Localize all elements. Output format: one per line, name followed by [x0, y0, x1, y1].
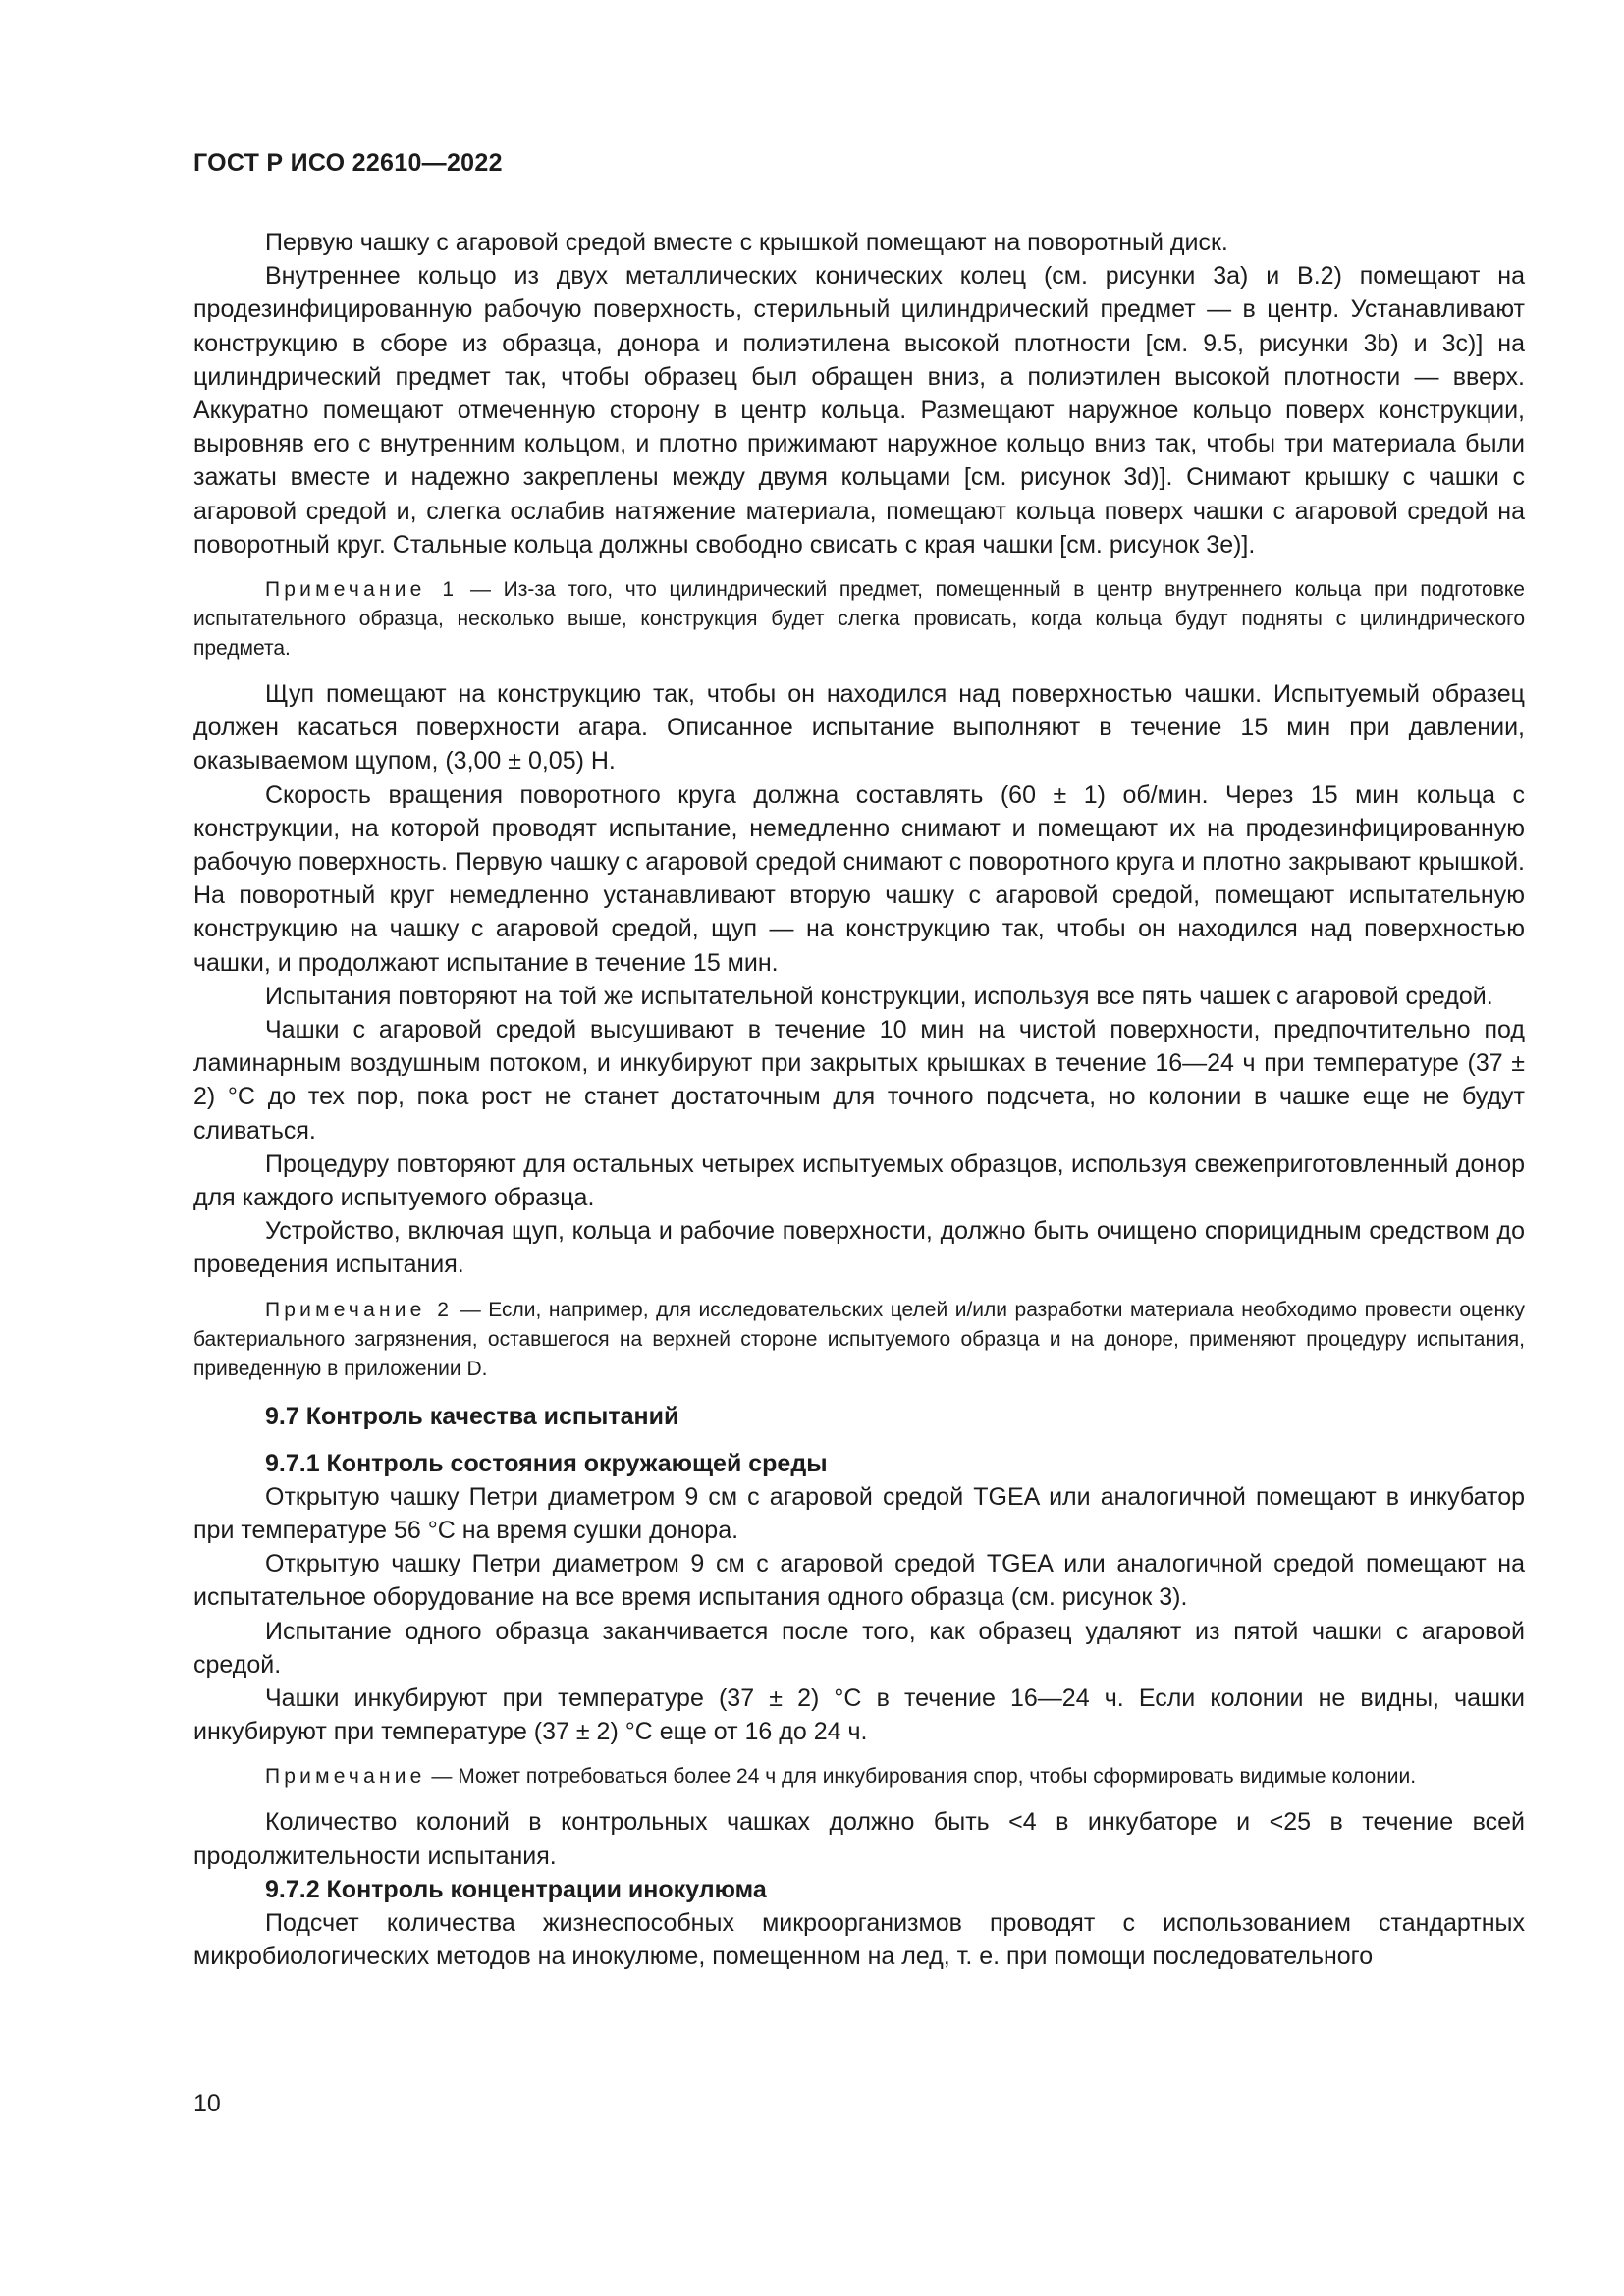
paragraph: Испытание одного образца заканчивается после того, как образец удаляют из пятой чашки с агаровой средой. [193, 1617, 1525, 1679]
note-label: Примечание 2 [265, 1298, 454, 1321]
paragraph: Щуп помещают на конструкцию так, чтобы он находился над поверхностью чашки. Испытуемый образец должен касаться поверхности агара. Описанное испытание выполняют в течение 15 мин при давлении, оказываемом щупом, (3,00 ± 0,05) Н. [193, 680, 1525, 775]
note-1 [193, 575, 1525, 664]
paragraph: Подсчет количества жизнеспособных микроорганизмов проводят с использованием стандартных микробиологических методов на инокулюме, помещенном на лед, т. е. при помощи последовательного [193, 1908, 1525, 1970]
note-text: — Из-за того, что цилиндрический предмет, помещенный в центр внутреннего кольца при подготовке испытательного образца, несколько выше, конструкция будет слегка провисать, когда кольца будут подняты с цилиндрического предмета. [193, 578, 1525, 661]
paragraph: Устройство, включая щуп, кольца и рабочие поверхности, должно быть очищено спорицидным средством до проведения испытания. [193, 1217, 1525, 1279]
document-code-header: ГОСТ Р ИСО 22610—2022 [193, 149, 503, 177]
page-number: 10 [193, 2090, 221, 2117]
note-text: — Если, например, для исследовательских целей и/или разработки материала необходимо провести оценку бактериального загрязнения, оставшегося на верхней стороне испытуемого образца и на доноре, применяют процедуру испытания, приведенную в приложении D. [193, 1298, 1526, 1380]
paragraph: Испытания повторяют на той же испытательной конструкции, используя все пять чашек с агаровой средой. [265, 982, 1493, 1010]
paragraph: Процедуру повторяют для остальных четырех испытуемых образцов, используя свежеприготовленный донор для каждого испытуемого образца. [193, 1149, 1525, 1212]
paragraph: Внутреннее кольцо из двух металлических конических колец (см. рисунки 3a) и B.2) помещают на продезинфицированную рабочую поверхность, стерильный цилиндрический предмет — в центр. Устанавливают конструкцию в сборе из образца, донора и полиэтилена высокой плотности [см. 9.5, рисунки 3b) и 3c)] на цилиндрический предмет так, чтобы образец был обращен вниз, а полиэтилен высокой плотности — вверх. Аккуратно помещают отмеченную сторону в центр кольца. Размещают наружное кольцо поверх конструкции, выровняв его с внутренним кольцом, и плотно прижимают наружное кольцо вниз так, чтобы три материала были зажаты вместе и надежно закреплены между двумя кольцами [см. рисунок 3d)]. Снимают крышку с чашки с агаровой средой и, слегка ослабив натяжение материала, помещают кольца поверх чашки с агаровой средой на поворотный круг. Стальные кольца должны свободно свисать с края чашки [см. рисунок 3e)]. [193, 262, 1525, 559]
paragraph: Первую чашку с агаровой средой вместе с крышкой помещают на поворотный диск. [265, 229, 1228, 256]
note-2 [193, 1296, 1525, 1384]
paragraph: Открытую чашку Петри диаметром 9 см с агаровой средой TGEA или аналогичной помещают в инкубатор при температуре 56 °С на время сушки донора. [193, 1482, 1525, 1544]
note-label: Примечание [265, 1765, 426, 1789]
note-label: Примечание 1 [265, 578, 459, 602]
paragraph: Количество колоний в контрольных чашках должно быть <4 в инкубаторе и <25 в течение всей продолжительности испытания. [193, 1808, 1525, 1870]
subsection-heading-9-7-2: 9.7.2 Контроль концентрации инокулюма [265, 1875, 767, 1903]
subsection-heading-9-7-1: 9.7.1 Контроль состояния окружающей среды [265, 1449, 828, 1477]
paragraph: Чашки с агаровой средой высушивают в течение 10 мин на чистой поверхности, предпочтительно под ламинарным воздушным потоком, и инкубируют при закрытых крышках в течение 16—24 ч при температуре (37 ± 2) °С до тех пор, пока рост не станет достаточным для точного подсчета, но колонии в чашке еще не будут сливаться. [193, 1016, 1525, 1145]
note-text: — Может потребоваться более 24 ч для инкубирования спор, чтобы сформировать видимые колонии. [425, 1765, 1417, 1789]
document-body [193, 226, 1525, 1973]
paragraph: Скорость вращения поворотного круга должна составлять (60 ± 1) об/мин. Через 15 мин кольца с конструкции, на которой проводят испытание, немедленно снимают и помещают их на продезинфицированную рабочую поверхность. Первую чашку с агаровой средой снимают с поворотного круга и плотно закрывают крышкой. На поворотный круг немедленно устанавливают вторую чашку с агаровой средой, помещают испытательную конструкцию на чашку с агаровой средой, щуп — на конструкцию так, чтобы он находился над поверхностью чашки, и продолжают испытание в течение 15 мин. [193, 780, 1525, 977]
section-heading-9-7: 9.7 Контроль качества испытаний [265, 1402, 679, 1430]
note-3 [193, 1762, 1525, 1791]
paragraph: Чашки инкубируют при температуре (37 ± 2) °С в течение 16—24 ч. Если колонии не видны, чашки инкубируют при температуре (37 ± 2) °С еще от 16 до 24 ч. [193, 1683, 1525, 1746]
paragraph: Открытую чашку Петри диаметром 9 см с агаровой средой TGEA или аналогичной средой помещают на испытательное оборудование на все время испытания одного образца (см. рисунок 3). [193, 1550, 1525, 1612]
